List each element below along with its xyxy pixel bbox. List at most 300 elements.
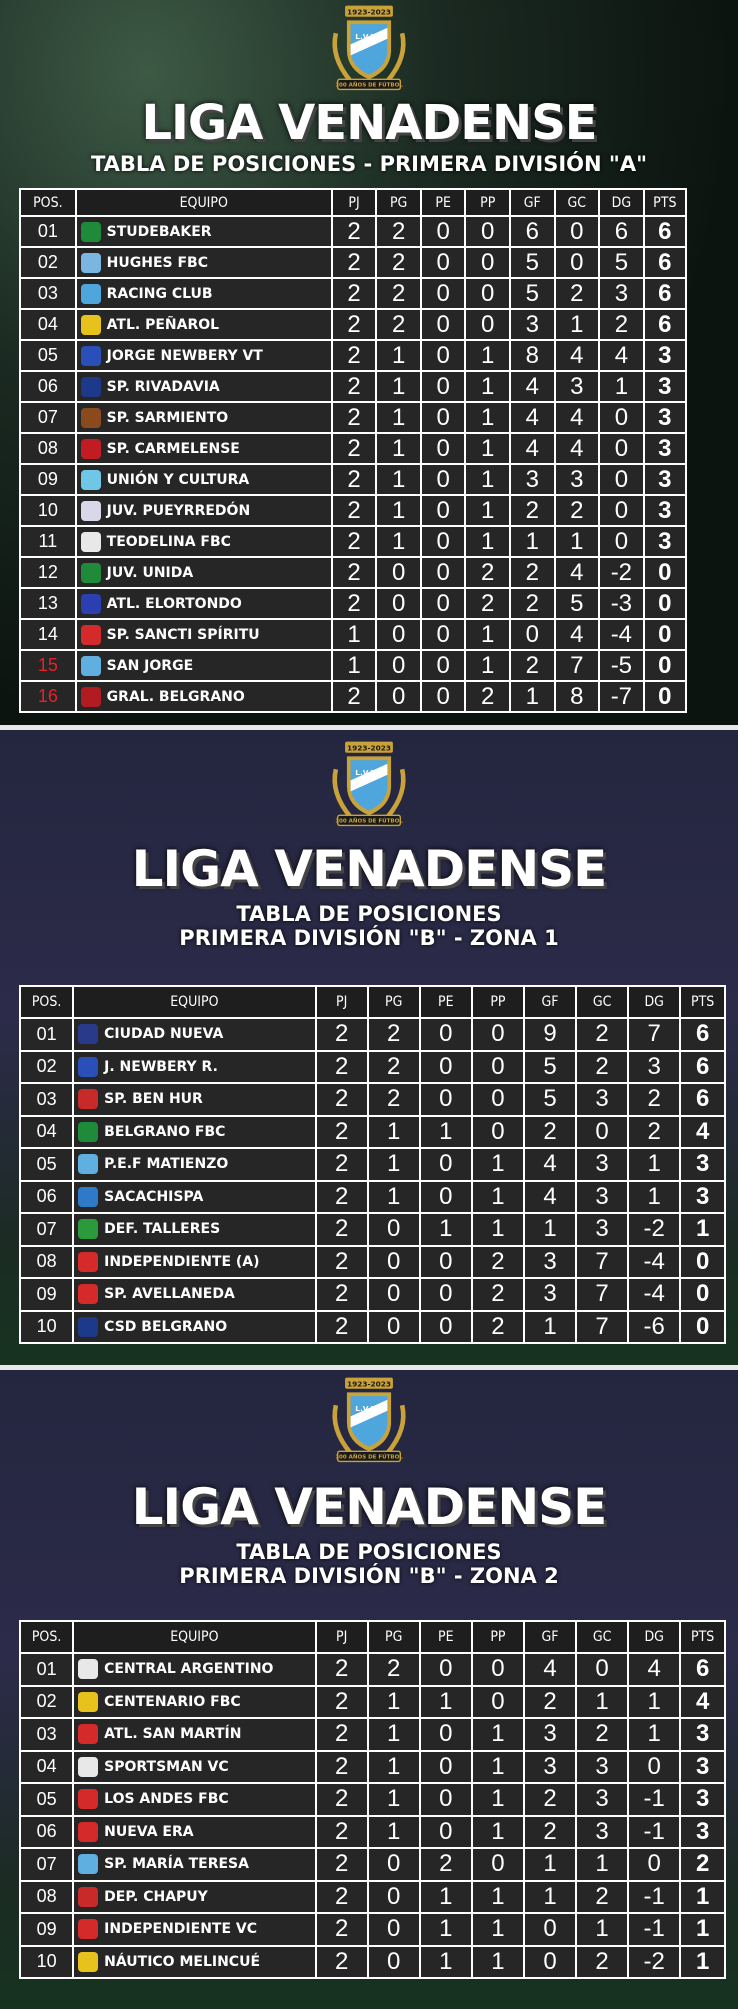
goals-for-cell: 2	[510, 588, 555, 619]
position-cell: 06	[20, 371, 76, 402]
drawn-cell: 0	[420, 1181, 472, 1214]
won-cell: 0	[368, 1213, 420, 1246]
lost-cell: 1	[472, 1213, 524, 1246]
column-header: DG	[628, 1621, 680, 1653]
goals-for-cell: 2	[524, 1816, 576, 1849]
won-cell: 1	[368, 1148, 420, 1181]
drawn-cell: 0	[421, 526, 466, 557]
goal-diff-cell: 0	[599, 464, 644, 495]
goals-against-cell: 2	[576, 1946, 628, 1979]
goals-against-cell: 2	[555, 495, 600, 526]
club-badge-icon	[81, 284, 101, 304]
goals-against-cell: 1	[576, 1686, 628, 1719]
position-cell: 02	[20, 247, 76, 278]
league-title: LIGA VENADENSE	[141, 95, 597, 151]
table-row	[20, 681, 686, 712]
table-row	[20, 1181, 725, 1214]
lost-cell: 0	[472, 1116, 524, 1149]
column-header: PP	[472, 1621, 524, 1653]
goals-for-cell: 5	[524, 1051, 576, 1084]
drawn-cell: 0	[421, 340, 466, 371]
team-cell	[76, 526, 332, 557]
lost-cell: 2	[465, 681, 510, 712]
played-cell: 2	[332, 526, 377, 557]
won-cell: 2	[368, 1653, 420, 1686]
club-badge-icon	[78, 1187, 98, 1207]
team-name: CIUDAD NUEVA	[104, 1026, 224, 1043]
drawn-cell: 0	[420, 1653, 472, 1686]
team-cell	[73, 1181, 315, 1214]
drawn-cell: 0	[421, 557, 466, 588]
lost-cell: 1	[465, 619, 510, 650]
goal-diff-cell: 3	[599, 278, 644, 309]
points-cell: 0	[644, 588, 686, 619]
position-cell: 12	[20, 557, 76, 588]
column-header: PG	[368, 1621, 420, 1653]
played-cell: 2	[332, 588, 377, 619]
team-name: HUGHES FBC	[106, 254, 208, 271]
points-cell: 1	[680, 1213, 725, 1246]
goals-for-cell: 2	[510, 495, 555, 526]
goals-for-cell: 0	[524, 1946, 576, 1979]
column-header: GC	[576, 986, 628, 1018]
column-header: GF	[524, 1621, 576, 1653]
crest-initials: L.V.F.B	[355, 767, 383, 777]
team-cell	[73, 1051, 315, 1084]
position-cell: 03	[20, 1083, 73, 1116]
goals-against-cell: 0	[576, 1116, 628, 1149]
club-badge-icon	[81, 253, 101, 273]
drawn-cell: 0	[421, 681, 466, 712]
goals-for-cell: 1	[510, 681, 555, 712]
lost-cell: 1	[465, 526, 510, 557]
column-header: POS.	[20, 1621, 73, 1653]
team-name: ATL. SAN MARTÍN	[104, 1726, 242, 1743]
points-cell: 3	[644, 433, 686, 464]
points-cell: 4	[680, 1116, 725, 1149]
lost-cell: 2	[472, 1246, 524, 1279]
team-cell	[76, 650, 332, 681]
won-cell: 1	[368, 1816, 420, 1849]
club-badge-icon	[78, 1154, 98, 1174]
position-cell: 06	[20, 1181, 73, 1214]
goals-for-cell: 9	[524, 1018, 576, 1051]
team-name: CSD BELGRANO	[104, 1318, 228, 1335]
position-cell: 02	[20, 1051, 73, 1084]
club-badge-icon	[81, 315, 101, 335]
team-name: SP. MARÍA TERESA	[104, 1856, 249, 1873]
team-name: JUV. UNIDA	[106, 564, 194, 581]
position-cell: 09	[20, 1913, 73, 1946]
points-cell: 3	[680, 1751, 725, 1784]
team-cell	[73, 1751, 315, 1784]
club-badge-icon	[81, 377, 101, 397]
points-cell: 6	[644, 247, 686, 278]
position-cell: 08	[20, 433, 76, 464]
goals-against-cell: 4	[555, 402, 600, 433]
goals-for-cell: 3	[524, 1278, 576, 1311]
goals-against-cell: 2	[576, 1018, 628, 1051]
goals-against-cell: 1	[576, 1848, 628, 1881]
team-cell	[76, 278, 332, 309]
points-cell: 3	[680, 1181, 725, 1214]
lost-cell: 0	[472, 1848, 524, 1881]
goals-for-cell: 4	[510, 371, 555, 402]
goal-diff-cell: -1	[628, 1913, 680, 1946]
won-cell: 1	[368, 1751, 420, 1784]
points-cell: 3	[680, 1148, 725, 1181]
table-row	[20, 1018, 725, 1051]
lost-cell: 1	[465, 402, 510, 433]
table-row	[20, 247, 686, 278]
club-badge-icon	[78, 1952, 98, 1972]
goals-against-cell: 2	[576, 1718, 628, 1751]
club-badge-icon	[78, 1789, 98, 1809]
club-badge-icon	[81, 625, 101, 645]
column-header: DG	[628, 986, 680, 1018]
crest-years: 1923-2023	[346, 743, 392, 753]
team-cell	[76, 557, 332, 588]
team-cell	[73, 1718, 315, 1751]
team-name: SACACHISPA	[104, 1188, 204, 1205]
points-cell: 1	[680, 1946, 725, 1979]
table-row	[20, 278, 686, 309]
won-cell: 0	[368, 1881, 420, 1914]
lost-cell: 0	[465, 309, 510, 340]
table-row	[20, 1051, 725, 1084]
won-cell: 0	[368, 1913, 420, 1946]
goals-for-cell: 3	[524, 1246, 576, 1279]
goals-against-cell: 4	[555, 619, 600, 650]
drawn-cell: 0	[421, 278, 466, 309]
points-cell: 3	[680, 1783, 725, 1816]
won-cell: 1	[368, 1783, 420, 1816]
goal-diff-cell: 4	[628, 1653, 680, 1686]
position-cell: 07	[20, 402, 76, 433]
won-cell: 1	[376, 464, 421, 495]
position-cell: 03	[20, 1718, 73, 1751]
played-cell: 2	[316, 1213, 368, 1246]
column-header: EQUIPO	[73, 986, 315, 1018]
played-cell: 2	[332, 402, 377, 433]
standings-table	[19, 188, 687, 713]
goals-against-cell: 0	[576, 1653, 628, 1686]
table-row	[20, 495, 686, 526]
lost-cell: 1	[465, 433, 510, 464]
played-cell: 2	[332, 371, 377, 402]
goals-for-cell: 2	[524, 1783, 576, 1816]
lost-cell: 0	[472, 1686, 524, 1719]
won-cell: 0	[376, 588, 421, 619]
goals-against-cell: 0	[555, 216, 600, 247]
team-cell	[73, 1881, 315, 1914]
lost-cell: 1	[472, 1718, 524, 1751]
won-cell: 1	[376, 495, 421, 526]
table-row	[20, 1946, 725, 1979]
table-row	[20, 619, 686, 650]
goal-diff-cell: -2	[628, 1946, 680, 1979]
lost-cell: 0	[472, 1051, 524, 1084]
played-cell: 2	[316, 1181, 368, 1214]
team-name: SP. CARMELENSE	[106, 440, 240, 457]
position-cell: 01	[20, 1018, 73, 1051]
goal-diff-cell: 5	[599, 247, 644, 278]
goals-against-cell: 8	[555, 681, 600, 712]
goal-diff-cell: -4	[628, 1278, 680, 1311]
points-cell: 0	[644, 681, 686, 712]
goal-diff-cell: 1	[628, 1181, 680, 1214]
team-name: J. NEWBERY R.	[104, 1058, 218, 1075]
league-crest-icon	[323, 2, 415, 94]
team-name: SP. BEN HUR	[104, 1091, 203, 1108]
won-cell: 1	[376, 371, 421, 402]
column-header: GC	[555, 189, 600, 216]
points-cell: 0	[680, 1311, 725, 1344]
won-cell: 0	[368, 1848, 420, 1881]
goals-against-cell: 3	[555, 371, 600, 402]
column-header: PJ	[316, 1621, 368, 1653]
played-cell: 2	[316, 1311, 368, 1344]
lost-cell: 1	[472, 1946, 524, 1979]
goals-against-cell: 2	[576, 1051, 628, 1084]
goals-for-cell: 2	[524, 1116, 576, 1149]
team-cell	[76, 433, 332, 464]
goals-for-cell: 1	[524, 1311, 576, 1344]
goals-against-cell: 2	[576, 1881, 628, 1914]
club-badge-icon	[78, 1659, 98, 1679]
team-name: ATL. ELORTONDO	[106, 595, 242, 612]
team-cell	[76, 247, 332, 278]
club-badge-icon	[81, 408, 101, 428]
drawn-cell: 0	[421, 216, 466, 247]
played-cell: 2	[332, 278, 377, 309]
league-crest-icon	[323, 1374, 415, 1466]
position-cell: 05	[20, 340, 76, 371]
won-cell: 0	[368, 1278, 420, 1311]
goals-for-cell: 4	[510, 433, 555, 464]
lost-cell: 1	[472, 1881, 524, 1914]
column-header: POS.	[20, 189, 76, 216]
goal-diff-cell: 1	[628, 1686, 680, 1719]
drawn-cell: 1	[420, 1913, 472, 1946]
goals-for-cell: 5	[510, 278, 555, 309]
team-cell	[76, 681, 332, 712]
table-row	[20, 1686, 725, 1719]
table-row	[20, 1213, 725, 1246]
table-subtitle	[0, 902, 738, 950]
team-name: SP. SANCTI SPÍRITU	[106, 626, 260, 643]
drawn-cell: 2	[420, 1848, 472, 1881]
team-name: INDEPENDIENTE VC	[104, 1921, 258, 1938]
lost-cell: 2	[472, 1311, 524, 1344]
team-cell	[73, 1653, 315, 1686]
goals-against-cell: 3	[576, 1783, 628, 1816]
position-cell: 04	[20, 309, 76, 340]
club-badge-icon	[81, 470, 101, 490]
played-cell: 2	[316, 1018, 368, 1051]
team-cell	[73, 1148, 315, 1181]
club-badge-icon	[78, 1122, 98, 1142]
subtitle-line: TABLA DE POSICIONES	[236, 1540, 502, 1564]
club-badge-icon	[78, 1887, 98, 1907]
table-row	[20, 1246, 725, 1279]
goals-for-cell: 0	[510, 619, 555, 650]
won-cell: 2	[376, 247, 421, 278]
points-cell: 6	[644, 278, 686, 309]
team-name: UNIÓN Y CULTURA	[106, 471, 250, 488]
team-cell	[76, 340, 332, 371]
played-cell: 1	[332, 650, 377, 681]
panel-primera-b-zona-1	[0, 730, 738, 1365]
team-cell	[76, 402, 332, 433]
goals-against-cell: 2	[555, 278, 600, 309]
goal-diff-cell: 0	[599, 526, 644, 557]
drawn-cell: 1	[420, 1946, 472, 1979]
goals-against-cell: 7	[555, 650, 600, 681]
column-header: PJ	[332, 189, 377, 216]
lost-cell: 1	[472, 1816, 524, 1849]
goals-against-cell: 3	[576, 1751, 628, 1784]
played-cell: 2	[332, 309, 377, 340]
position-cell: 09	[20, 1278, 73, 1311]
drawn-cell: 0	[421, 402, 466, 433]
team-cell	[76, 309, 332, 340]
team-name: CENTRAL ARGENTINO	[104, 1661, 274, 1678]
table-row	[20, 309, 686, 340]
won-cell: 1	[376, 402, 421, 433]
lost-cell: 0	[465, 216, 510, 247]
position-cell: 07	[20, 1848, 73, 1881]
drawn-cell: 0	[420, 1083, 472, 1116]
team-cell	[76, 216, 332, 247]
lost-cell: 1	[472, 1181, 524, 1214]
position-cell: 04	[20, 1116, 73, 1149]
team-name: NÁUTICO MELINCUÉ	[104, 1953, 261, 1970]
points-cell: 6	[680, 1018, 725, 1051]
goals-against-cell: 3	[576, 1816, 628, 1849]
won-cell: 0	[376, 650, 421, 681]
column-header: GF	[510, 189, 555, 216]
goal-diff-cell: -2	[628, 1213, 680, 1246]
drawn-cell: 1	[420, 1881, 472, 1914]
played-cell: 2	[332, 340, 377, 371]
points-cell: 3	[680, 1718, 725, 1751]
position-cell: 14	[20, 619, 76, 650]
crest-banner: 100 AÑOS DE FÚTBOL	[335, 82, 403, 89]
lost-cell: 1	[472, 1148, 524, 1181]
goals-against-cell: 4	[555, 340, 600, 371]
position-cell: 09	[20, 464, 76, 495]
points-cell: 3	[644, 464, 686, 495]
goals-against-cell: 7	[576, 1278, 628, 1311]
goal-diff-cell: 6	[599, 216, 644, 247]
goal-diff-cell: 3	[628, 1051, 680, 1084]
points-cell: 3	[644, 371, 686, 402]
table-row	[20, 1913, 725, 1946]
points-cell: 1	[680, 1913, 725, 1946]
team-cell	[73, 1246, 315, 1279]
goals-for-cell: 4	[524, 1181, 576, 1214]
club-badge-icon	[78, 1252, 98, 1272]
lost-cell: 0	[472, 1018, 524, 1051]
table-row	[20, 1148, 725, 1181]
team-name: RACING CLUB	[106, 285, 213, 302]
team-cell	[73, 1018, 315, 1051]
played-cell: 2	[316, 1278, 368, 1311]
points-cell: 6	[680, 1083, 725, 1116]
table-row	[20, 1083, 725, 1116]
drawn-cell: 0	[421, 309, 466, 340]
column-header: DG	[599, 189, 644, 216]
goals-for-cell: 4	[524, 1653, 576, 1686]
points-cell: 6	[644, 309, 686, 340]
table-row	[20, 1278, 725, 1311]
goals-against-cell: 7	[576, 1311, 628, 1344]
lost-cell: 1	[465, 371, 510, 402]
points-cell: 0	[644, 557, 686, 588]
goal-diff-cell: 0	[599, 495, 644, 526]
team-cell	[73, 1783, 315, 1816]
standings-table	[19, 1620, 726, 1979]
played-cell: 2	[332, 464, 377, 495]
drawn-cell: 0	[421, 650, 466, 681]
goal-diff-cell: 1	[599, 371, 644, 402]
goals-against-cell: 1	[576, 1913, 628, 1946]
played-cell: 2	[316, 1653, 368, 1686]
table-row	[20, 1848, 725, 1881]
club-badge-icon	[78, 1024, 98, 1044]
drawn-cell: 1	[420, 1686, 472, 1719]
table-row	[20, 464, 686, 495]
column-header: PE	[421, 189, 466, 216]
played-cell: 2	[316, 1051, 368, 1084]
position-cell: 01	[20, 1653, 73, 1686]
won-cell: 2	[376, 216, 421, 247]
points-cell: 6	[680, 1051, 725, 1084]
club-badge-icon	[81, 594, 101, 614]
table-row	[20, 433, 686, 464]
goal-diff-cell: 4	[599, 340, 644, 371]
drawn-cell: 0	[421, 464, 466, 495]
column-header: PG	[376, 189, 421, 216]
drawn-cell: 0	[420, 1783, 472, 1816]
team-cell	[73, 1848, 315, 1881]
club-badge-icon	[78, 1919, 98, 1939]
lost-cell: 1	[465, 340, 510, 371]
played-cell: 2	[316, 1816, 368, 1849]
lost-cell: 1	[472, 1913, 524, 1946]
drawn-cell: 0	[421, 371, 466, 402]
goal-diff-cell: -1	[628, 1816, 680, 1849]
table-row	[20, 216, 686, 247]
drawn-cell: 1	[420, 1213, 472, 1246]
drawn-cell: 0	[420, 1751, 472, 1784]
column-header: PTS	[644, 189, 686, 216]
goals-for-cell: 1	[524, 1881, 576, 1914]
goals-for-cell: 3	[510, 464, 555, 495]
league-crest-icon	[323, 738, 415, 830]
table-header-row	[20, 986, 725, 1018]
points-cell: 0	[644, 650, 686, 681]
goals-for-cell: 4	[524, 1148, 576, 1181]
table-header-row	[20, 189, 686, 216]
points-cell: 3	[644, 402, 686, 433]
column-header: POS.	[20, 986, 73, 1018]
team-cell	[73, 1083, 315, 1116]
goals-against-cell: 3	[555, 464, 600, 495]
club-badge-icon	[78, 1854, 98, 1874]
played-cell: 2	[316, 1686, 368, 1719]
